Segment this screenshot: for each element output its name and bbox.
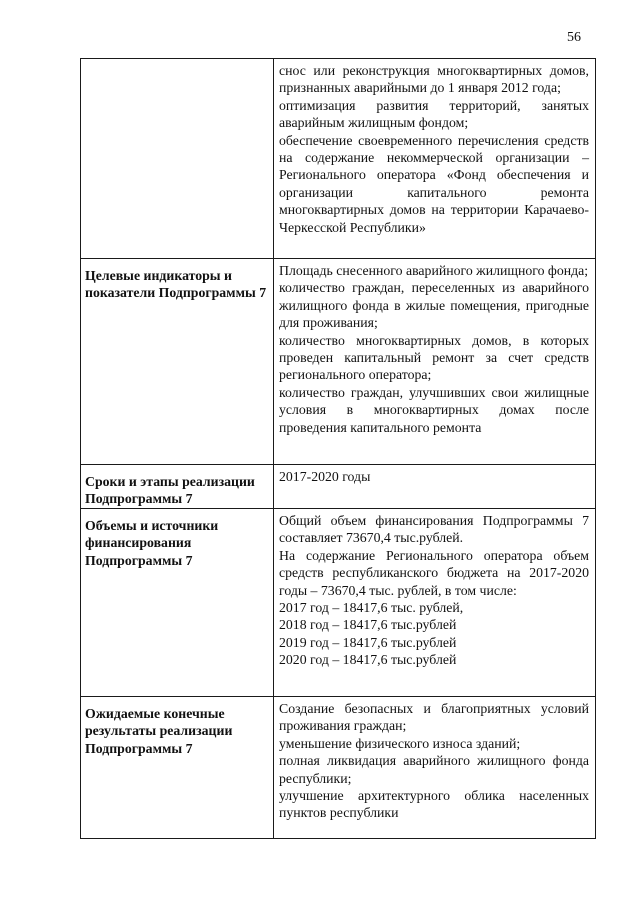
row-label (81, 59, 274, 259)
value-line: 2019 год – 18417,6 тыс.рублей (279, 634, 457, 650)
value-line: Площадь снесенного аварийного жилищного фонда; (279, 263, 589, 278)
value-line: оптимизация развития территорий, занятых аварийным жилищным фондом; (279, 97, 589, 131)
value-line: 2020 год – 18417,6 тыс.рублей (279, 652, 457, 668)
row-label: Ожидаемые конечные результаты реализации Подпрограммы 7 (81, 697, 274, 839)
row-value (274, 509, 596, 697)
value-line: 2018 год – 18417,6 тыс.рублей (279, 617, 457, 633)
subprogram-passport-table (80, 58, 596, 839)
page-number: 56 (567, 30, 581, 45)
row-value (274, 465, 596, 509)
table-row (81, 465, 596, 509)
value-line: снос или реконструкция многоквартирных домов, признанных аварийными до 1 января 2012 года; (279, 63, 589, 96)
value-line: количество граждан, улучшивших свои жилищные условия в многоквартирных домах после проведения капитального ремонта (279, 384, 589, 435)
table-row (81, 509, 596, 697)
value-line: уменьшение физического износа зданий; (279, 735, 521, 751)
row-value (274, 59, 596, 259)
row-value (274, 697, 596, 839)
value-line: На содержание Регионального оператора объем средств республиканского бюджета на 2017-2020 годы – 73670,4 тыс. рублей, в том числе: (279, 547, 589, 598)
value-line: 2017 год – 18417,6 тыс. рублей, (279, 600, 464, 616)
value-line: Общий объем финансирования Подпрограммы 7 составляет 73670,4 тыс.рублей. (279, 513, 589, 546)
row-label: Целевые индикаторы и показатели Подпрограммы 7 (81, 259, 274, 465)
table-row (81, 59, 596, 259)
value-line: 2017-2020 годы (279, 469, 371, 484)
table-row (81, 697, 596, 839)
value-line: количество многоквартирных домов, в которых проведен капитальный ремонт за счет средств регионального оператора; (279, 332, 589, 383)
row-label: Объемы и источники финансирования Подпрограммы 7 (81, 509, 274, 697)
row-value (274, 259, 596, 465)
value-line: обеспечение своевременного перечисления средств на содержание некоммерческой организации – Регионального оператора «Фонд обеспечения и организации капитального ремонта многоквартирных домов на территории Карачаево-Черкесской Республики» (279, 132, 589, 235)
value-line: полная ликвидация аварийного жилищного фонда республики; (279, 753, 589, 786)
row-label: Сроки и этапы реализации Подпрограммы 7 (81, 465, 274, 509)
table-row (81, 259, 596, 465)
value-line: улучшение архитектурного облика населенных пунктов республики (279, 788, 589, 821)
value-line: Создание безопасных и благоприятных условий проживания граждан; (279, 701, 589, 734)
value-line: количество граждан, переселенных из аварийного жилищного фонда в жилые помещения, пригодные для проживания; (279, 280, 589, 331)
